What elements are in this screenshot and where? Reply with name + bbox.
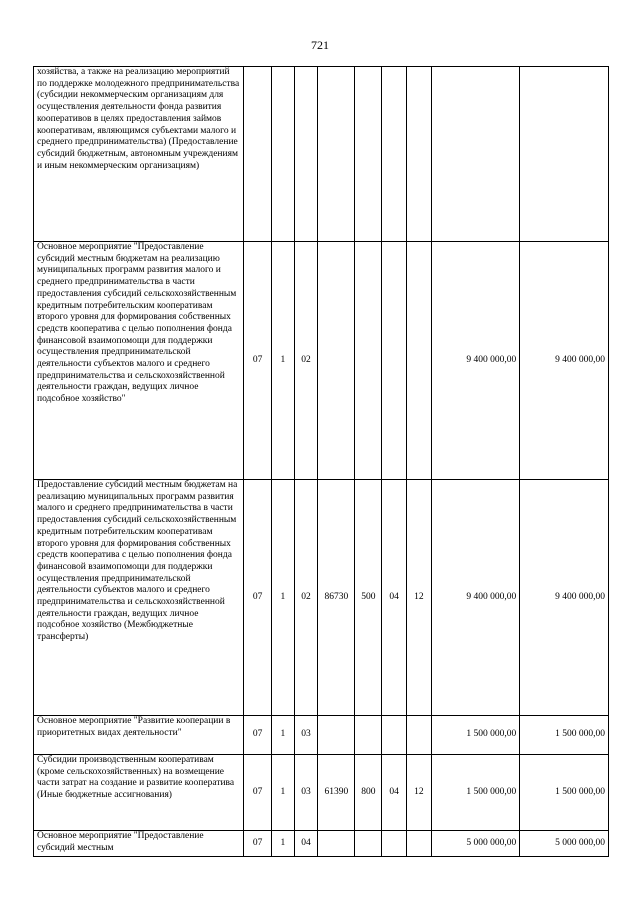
cell-c3: 04 [294,831,318,857]
budget-table [33,66,609,857]
cell-sum1: 1 500 000,00 [431,716,520,755]
cell-c5: 800 [355,755,382,831]
cell-c1: 07 [244,755,272,831]
cell-sum2: 5 000 000,00 [520,831,609,857]
table-row [34,480,609,716]
cell-c5 [355,242,382,480]
row-description: Предоставление субсидий местным бюджетам на реализацию муниципальных программ развития малого и среднего предпринимательства в части предоставления субсидий сельскохозяйственным кредитным потребительским кооперативам второго уровня для формирования собственных средств кооператива с целью пополнения фонда финансовой взаимопомощи для поддержки осуществления предпринимательской деятельности субъектов малого и среднего предпринимательства и сельскохозяйственной деятельности граждан, ведущих личное подсобное хозяйство (Межбюджетные трансферты) [34,480,244,716]
cell-c1: 07 [244,242,272,480]
cell-c2: 1 [272,755,295,831]
cell-c1: 07 [244,716,272,755]
row-description: хозяйства, а также на реализацию мероприятий по поддержке молодежного предпринимательства (субсидии некоммерческим организациям для осуществления деятельности фонда развития кооперативов в целях предоставления займов кооперативам, являющимся субъектами малого и среднего предпринимательства) (Предоставление субсидий бюджетным, автономным учреждениям и иным некоммерческим организациям) [34,67,244,242]
cell-c3: 02 [294,242,318,480]
cell-c6 [382,716,407,755]
row-description: Основное мероприятие "Развитие кооперации в приоритетных видах деятельности" [34,716,244,755]
cell-sum1 [431,67,520,242]
cell-c2: 1 [272,716,295,755]
cell-c7: 12 [406,755,431,831]
table-row [34,755,609,831]
table-row [34,67,609,242]
cell-c2 [272,67,295,242]
cell-sum2 [520,67,609,242]
cell-c2: 1 [272,480,295,716]
cell-c1 [244,67,272,242]
cell-c6 [382,831,407,857]
page-number: 721 [311,38,329,52]
cell-c5 [355,831,382,857]
cell-c7 [406,716,431,755]
cell-c6: 04 [382,755,407,831]
cell-c2: 1 [272,242,295,480]
cell-c6 [382,242,407,480]
cell-sum1: 5 000 000,00 [431,831,520,857]
cell-c4 [318,242,355,480]
cell-c4 [318,716,355,755]
cell-c7 [406,242,431,480]
cell-c7 [406,831,431,857]
cell-c4: 61390 [318,755,355,831]
cell-sum1: 9 400 000,00 [431,480,520,716]
cell-c3 [294,67,318,242]
table-row [34,242,609,480]
cell-sum2: 9 400 000,00 [520,480,609,716]
cell-c4: 86730 [318,480,355,716]
cell-sum1: 1 500 000,00 [431,755,520,831]
row-description: Основное мероприятие "Предоставление субсидий местным бюджетам на реализацию муниципальных программ развития малого и среднего предпринимательства в части предоставления субсидий сельскохозяйственным кредитным потребительским кооперативам второго уровня для формирования собственных средств кооператива с целью пополнения фонда финансовой взаимопомощи для поддержки осуществления предпринимательской деятельности субъектов малого и среднего предпринимательства и сельскохозяйственной деятельности граждан, ведущих личное подсобное хозяйство" [34,242,244,480]
cell-c4 [318,831,355,857]
cell-sum2: 9 400 000,00 [520,242,609,480]
cell-c2: 1 [272,831,295,857]
cell-c3: 02 [294,480,318,716]
cell-c3: 03 [294,716,318,755]
cell-sum2: 1 500 000,00 [520,755,609,831]
table-row [34,716,609,755]
cell-c4 [318,67,355,242]
cell-c1: 07 [244,831,272,857]
cell-c6: 04 [382,480,407,716]
row-description: Субсидии производственным кооперативам (кроме сельскохозяйственных) на возмещение части затрат на создание и развитие кооператива (Иные бюджетные ассигнования) [34,755,244,831]
cell-c1: 07 [244,480,272,716]
cell-c3: 03 [294,755,318,831]
cell-c5 [355,67,382,242]
cell-c5 [355,716,382,755]
cell-c7: 12 [406,480,431,716]
row-description: Основное мероприятие "Предоставление субсидий местным [34,831,244,857]
cell-c5: 500 [355,480,382,716]
cell-c7 [406,67,431,242]
cell-sum1: 9 400 000,00 [431,242,520,480]
cell-sum2: 1 500 000,00 [520,716,609,755]
cell-c6 [382,67,407,242]
table-row [34,831,609,857]
